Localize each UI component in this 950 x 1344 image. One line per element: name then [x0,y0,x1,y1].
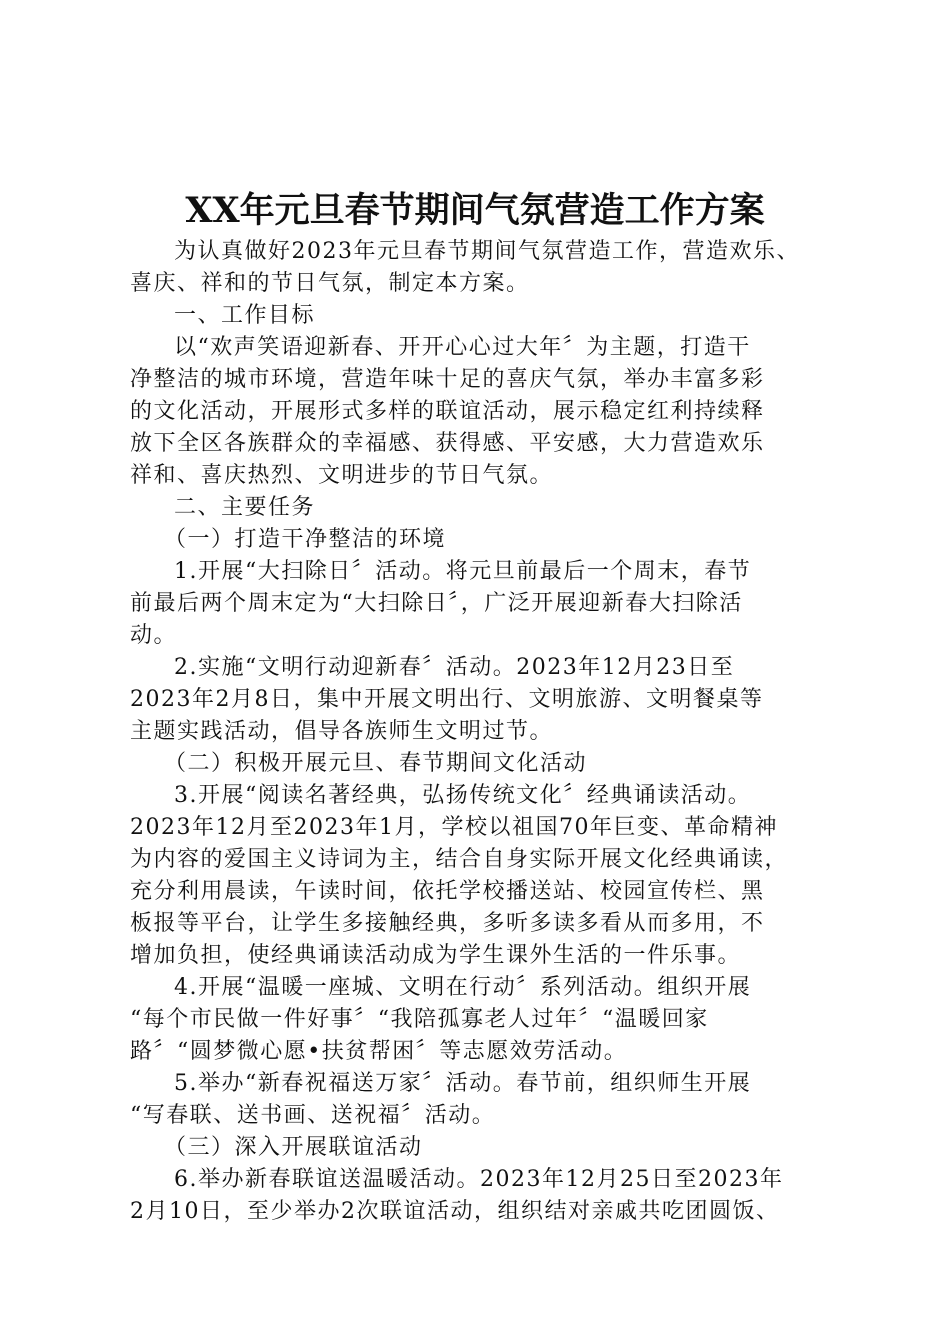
paragraph-line: 为内容的爱国主义诗词为主，结合自身实际开展文化经典诵读， [130,847,789,872]
paragraph-line: 6.举办新春联谊送温暖活动。2023年12月25日至2023年 [174,1167,784,1192]
paragraph-line: “写春联、送书画、送祝福〞活动。 [130,1103,496,1128]
paragraph-line: 2023年12月至2023年1月，学校以祖国70年巨变、革命精神 [130,815,778,840]
paragraph-line: 主题实践活动，倡导各族师生文明过节。 [130,719,554,744]
paragraph-line: 2023年2月8日，集中开展文明出行、文明旅游、文明餐桌等 [130,687,764,712]
paragraph-line: 增加负担，使经典诵读活动成为学生课外生活的一件乐事。 [130,943,742,968]
document-title: XX年元旦春节期间气氛营造工作方案 [185,190,765,231]
paragraph-line: 2月10日，至少举办2次联谊活动，组织结对亲戚共吃团圆饭、 [130,1199,780,1224]
subsection-heading: （三）深入开展联谊活动 [164,1135,423,1160]
section-heading: 一、工作目标 [174,303,316,328]
section-heading: 二、主要任务 [174,495,316,520]
subsection-heading: （二）积极开展元旦、春节期间文化活动 [164,751,588,776]
paragraph-line: 以“欢声笑语迎新春、开开心心过大年〞为主题，打造干 [174,335,751,360]
paragraph-line: 2.实施“文明行动迎新春〞活动。2023年12月23日至 [174,655,735,680]
paragraph-line: 5.举办“新春祝福送万家〞活动。春节前，组织师生开展 [174,1071,752,1096]
paragraph-line: “每个市民做一件好事〞“我陪孤寡老人过年〞“温暖回家 [130,1007,709,1032]
paragraph-line: 1.开展“大扫除日〞活动。将元旦前最后一个周末，春节 [174,559,752,584]
paragraph-line: 前最后两个周末定为“大扫除日〞，广泛开展迎新春大扫除活 [130,591,743,616]
paragraph-line: 为认真做好2023年元旦春节期间气氛营造工作，营造欢乐、 [174,239,800,264]
paragraph-line: 3.开展“阅读名著经典，弘扬传统文化〞经典诵读活动。 [174,783,752,808]
paragraph-line: 充分利用晨读，午读时间，依托学校播送站、校园宣传栏、黑 [130,879,765,904]
document-body [130,236,850,1228]
paragraph-line: 板报等平台，让学生多接触经典，多听多读多看从而多用，不 [130,911,765,936]
paragraph-line: 4.开展“温暖一座城、文明在行动〞系列活动。组织开展 [174,975,752,1000]
paragraph-line: 路〞“圆梦微心愿•扶贫帮困〞等志愿效劳活动。 [130,1039,628,1064]
paragraph-line: 放下全区各族群众的幸福感、获得感、平安感，大力营造欢乐 [130,431,765,456]
paragraph-line: 动。 [130,623,178,648]
paragraph-line: 祥和、喜庆热烈、文明进步的节日气氛。 [130,463,554,488]
subsection-heading: （一）打造干净整洁的环境 [164,527,447,552]
paragraph-line: 净整洁的城市环境，营造年味十足的喜庆气氛，举办丰富多彩 [130,367,765,392]
paragraph-line: 的文化活动，开展形式多样的联谊活动，展示稳定红利持续释 [130,399,765,424]
paragraph-line: 喜庆、祥和的节日气氛，制定本方案。 [130,271,530,296]
